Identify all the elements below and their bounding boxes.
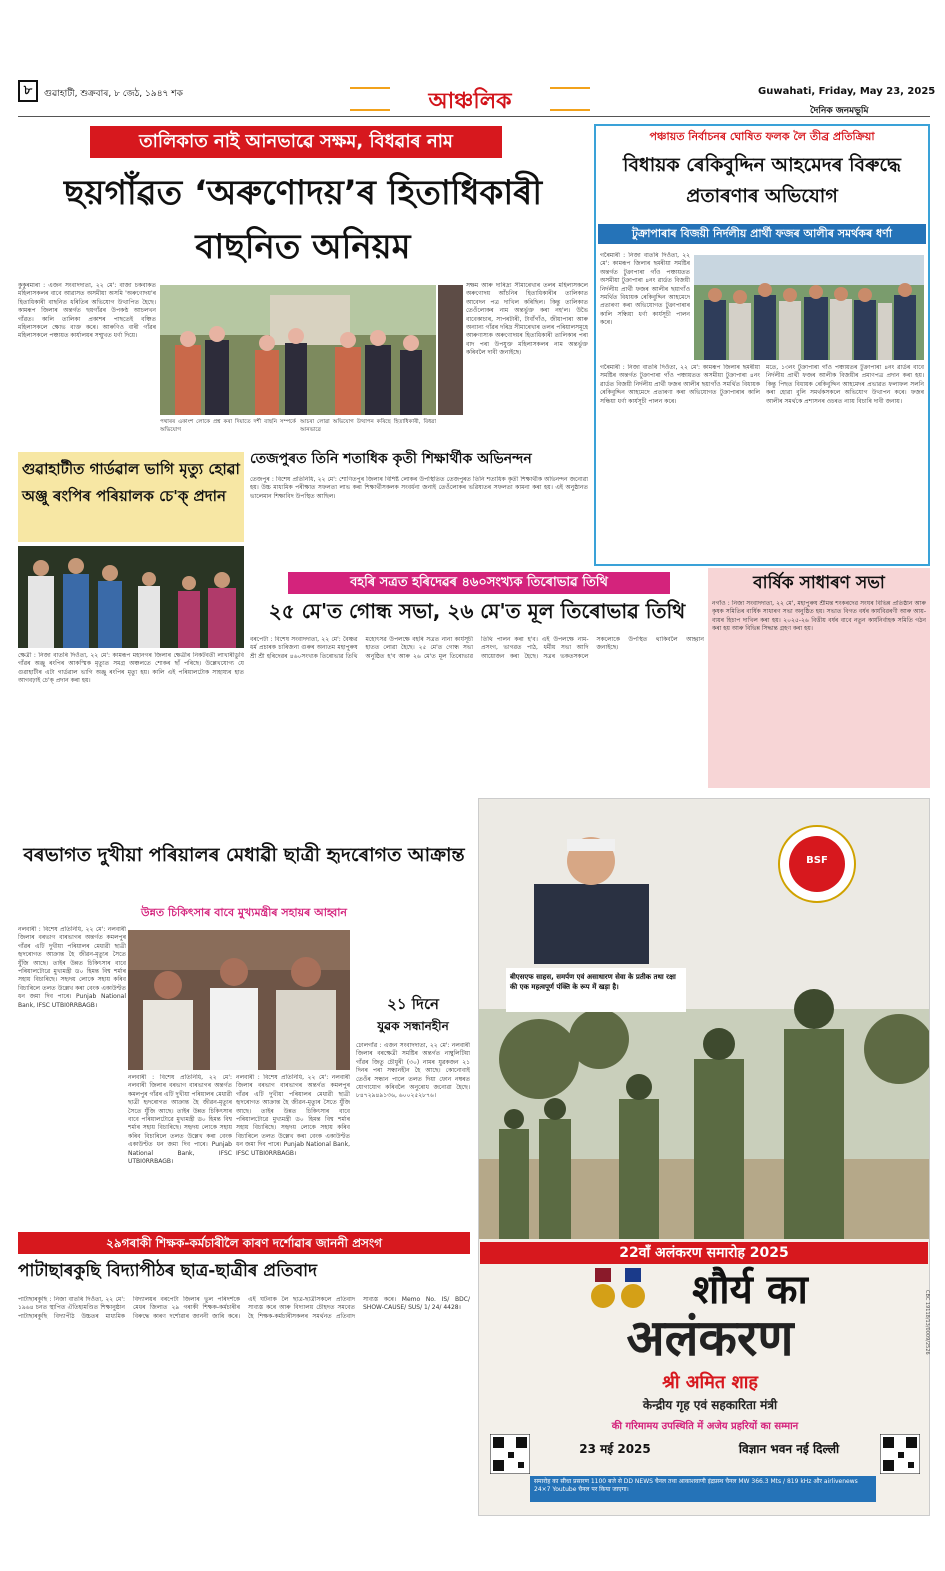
ad-broadcast: समारोह का सीधा प्रसारण 1100 बजे से DD NEWS चैनल तथा आकाशवाणी इंद्रप्रस्थ चैनल MW 366.3 Mts / 819 kHz और airlivenews 24×7 Youtube चैनल पर किया जाएगा। xyxy=(530,1476,876,1502)
story7-body-right: নলবাৰী : বিশেষ প্ৰতিনিধি, ২২ মে': নলবাৰী জিলাৰ বৰভাগ বাৰভাগৰ অন্তৰ্গত কমলপুৰ গাঁৱৰ এটি দুখীয়া পৰিয়ালৰ মেধাৱী ছাত্ৰী হৃদৰোগত আক্ৰান্ত হৈ জীৱন-মৃত্যুৰ সৈতে যুঁজি আছে। তাইৰ উন্নত চিকিৎসাৰ বাবে পৰিয়ালটোৱে মুখ্যমন্ত্ৰী ড০ হিমন্ত বিশ্ব শৰ্মাৰ সহায় বিচাৰিছে। সহৃদয় লোকে সহায় কৰিব বিচাৰিলে তলত উল্লেখ কৰা বেংক একাউণ্টত ধন জমা দিব পাৰে। Punjab National Bank, IFSC UTBI0RRBAGB। xyxy=(236,1074,350,1157)
ad-chief-guest: श्री अमित शाह xyxy=(662,1372,758,1393)
story9-body: পাটাছাৰকুছি : নিজা বাতৰি দিওঁতা, ২২ মে': ১৯৬৪ চনত স্থাপিত ঐতিহ্যমণ্ডিত শিক্ষানুষ্ঠান পাটাছাৰকুছি বিদ্যাপীঠ উচ্চতৰ মাধ্যমিক বিদ্যালয়ৰ বৰপেটা জিলাৰ ভুল পৰিদৰ্শকে মেধৰ জিলাত ২৯ গৰাকী শিক্ষক-কৰ্মচাৰীৰ বিৰুদ্ধে কাৰণ দৰ্শোৱাৰ জাননী জাৰি কৰে। এই ঘটনাক লৈ ছাত্ৰ-ছাত্ৰীসকলে প্ৰতিবাদ সাব্যস্ত কৰে আৰু বিদ্যালয় চৌহদত সমবেত হৈ শিক্ষক-কৰ্মচাৰীসকলৰ সমৰ্থনত প্ৰতিবাদ সাব্যস্ত কৰে। Memo No. IS/ BDC/ SHOW-CAUSE/ SUS/ 1/ 24/ 4428। xyxy=(18,1296,470,1320)
ad-quote: बीएसएफ साहस, समर्पण एवं असाधारण सेवा के प्रतीक तथा रक्षा की एक महत्वपूर्ण पंक्ति के रूप में खड़ा है। xyxy=(506,968,686,1012)
story1-body-right: সক্ষম আৰু দাৰিদ্ৰ্য সীমাৰেখাৰ তলৰ মহিলাসকলে অৰুণোদয় আঁচনিৰ হিতাধিকাৰীৰ তালিকাত আবেদন পত্ৰ দাখিল কৰিছিল। কিন্তু তালিকাত তেওঁলোকৰ নাম অন্তৰ্ভুক্ত কৰা নহ'ল। উভৈ বাবেকাচাৰ, সাপৰটাৰী, টাবাঁগাঁও, জীয়াপাৰা আৰু অন্যান্য গাঁৱৰ দৰিদ্ৰ সীমাৰেখাৰ তলৰ পৰিয়ালসমূহে আৰুণাস্যক অৰুণোদয়ৰ হিতাধিকাৰী তালিকাৰ পৰা বাদ পৰা উপযুক্ত মহিলাসকলৰ নাম অন্তৰ্ভুক্ত কৰিবলৈ দাবী জনাইছে। xyxy=(466,282,588,357)
header-rule xyxy=(18,116,930,117)
story2-body-right: মতে, ১৩নং টুক্ৰাপাৰা গাঁও পঞ্চায়তৰ টুক্ৰাপাৰা ৪নং ৱাৰ্ডৰ বাবে নিৰ্দলীয় প্ৰাৰ্থী ফজৰ আলীক বিজয়ীৰ প্ৰমাণপত্ৰ প্ৰদান কৰা হয়। কিন্তু পিছত বিধায়ক ৰেকিবুদ্দিন আহমেদৰ প্ৰভাৱত ফলাফল সলনি কৰা হোৱা বুলি সমৰ্থকসকলে অভিযোগ উত্থাপন কৰে। ফজৰ আলীৰ সমৰ্থকে প্ৰশাসনৰ ওচৰত ন্যায় বিচাৰি দাবী জনায়। xyxy=(766,364,924,405)
story3-photo xyxy=(18,546,244,648)
section-title: আঞ্চলিক xyxy=(390,84,550,121)
story1-caption-right: আচৰা লোৱা অভিযোগ উত্থাপন কৰিছে হিতাধিকাৰী, বিধৱা আনভাৱে xyxy=(300,419,436,434)
page-number: ৮ xyxy=(18,80,38,102)
story2-body-left: গৰৈমাৰী : নিজা বাতৰি দিওঁতা, ২২ মে': কামৰূপ জিলাৰ ছমৰীয়া সমষ্টিৰ অন্তৰ্গত টুক্ৰাপাৰা গাঁও পঞ্চায়তত অসমীয়া টুক্ৰাপাৰা ৪নং ৱাৰ্ডত বিজয়ী নিৰ্দলীয় প্ৰাৰ্থী ফজৰ আলীৰ ছয়াগাঁও সমৰ্থিত বিধায়ক ৰেকিবুদ্দিন আহমেদে প্ৰতাৰণা কৰা অভিযোগত টুক্ৰাপাৰাৰ কালি সন্ধিয়া ধৰ্ণা কাৰ্যসূচী পালন কৰে। xyxy=(600,252,690,327)
ad-medals xyxy=(590,1268,650,1314)
story3-headline: গুৱাহাটীত গাৰ্ডৱাল ভাগি মৃত্যু হোৱা অঞ্জু ৰংপিৰ পৰিয়ালক চে'ক্ প্ৰদান xyxy=(22,460,240,505)
story1-caption-left: পথাৰৰ একাংশ লোকে প্ৰশ্ন কৰা দিয়াতে দৰ্শী বাছনি সম্পৰ্কে অভিযোগ xyxy=(160,419,296,434)
story2-subhead: টুক্ৰাপাৰাৰ বিজয়ী নিৰ্দলীয় প্ৰাৰ্থী ফজৰ আলীৰ সমৰ্থকৰ ধৰ্ণা xyxy=(598,224,926,244)
ad-chief-title: केन्द्रीय गृह एवं सहकारिता मंत्री xyxy=(642,1398,778,1412)
story7-headline: বৰভাগত দুখীয়া পৰিয়ালৰ মেধাৱী ছাত্ৰী হৃদৰোগত আক্ৰান্ত xyxy=(23,844,465,866)
date-english: Guwahati, Friday, May 23, 2025 xyxy=(758,86,936,97)
date-bengali: গুৱাহাটী, শুক্ৰবাৰ, ৮ জেঠ, ১৯৪৭ শক xyxy=(44,89,183,99)
story6-headline: বাৰ্ষিক সাধাৰণ সভা xyxy=(753,573,885,593)
ad-date: 23 मई 2025 xyxy=(579,1442,651,1456)
story2-headline: বিধায়ক ৰেকিবুদ্দিন আহমেদৰ বিৰুদ্ধে প্ৰতাৰণাৰ অভিযোগ xyxy=(623,154,901,207)
story4-body: তেজপুৰ : বিশেষ প্ৰতিনিধি, ২২ মে': শোণিতপুৰ জিলাৰ বিশিষ্ট লোকৰ উপস্থিতিত তেজপুৰত তিনি শতাধিক কৃতী শিক্ষাৰ্থীক অভিনন্দন জনোৱা হয়। উচ্চ মাধ্যমিক পৰীক্ষাত সফলতা লাভ কৰা শিক্ষাৰ্থীসকলক সংবৰ্ধনা জনাই তেওঁলোকৰ ভৱিষ্যতৰ সফলতা কামনা কৰা হয়। এই অনুষ্ঠানত ভালেমান শিক্ষাবিদ উপস্থিত আছিল। xyxy=(250,476,588,500)
story8-headline: যুৱক সন্ধানহীন xyxy=(377,1019,449,1033)
story2-photo xyxy=(694,255,924,360)
story9-headline: পাটাছাৰকুছি বিদ্যাপীঠৰ ছাত্ৰ-ছাত্ৰীৰ প্ৰতিবাদ xyxy=(18,1261,318,1281)
story1-kicker: তালিকাত নাই আনভাৱে সক্ষম, বিধৱাৰ নাম xyxy=(90,126,502,158)
ad-title-line2: अलंकरण xyxy=(626,1309,794,1367)
story1-photo xyxy=(160,285,436,415)
story9-kicker: ২৯গৰাকী শিক্ষক-কৰ্মচাৰীলৈ কাৰণ দৰ্শোৱাৰ জাননী প্ৰসংগ xyxy=(18,1232,470,1254)
story1-photo-strip xyxy=(438,285,463,415)
story8-body: ঢোলগাঁৱ : এজন সংবাদদাতা, ২২ মে': নলবাৰী জিলাৰ বৰক্ষেত্ৰী সমষ্টিৰ অন্তৰ্গত নাম্বুলিটিয়া গাঁৱৰ জিতু চৌধুৰী (৩০) নামৰ যুৱকজন ২১ দিনৰ পৰা সন্ধানহীন হৈ আছে। কোনোবাই তেওঁৰ সন্ধান পালে তলত দিয়া ফোন নম্বৰত যোগাযোগ কৰিবলৈ অনুৰোধ জনোৱা হৈছে। ৮৪৭২৯৪৯১৩৬, ৬০০২৫২৮৭৬। xyxy=(356,1042,470,1100)
paper-name: দৈনিক জনমভূমি xyxy=(810,106,869,116)
ad-tagline: की गरिमामय उपस्थिति में अजेय प्रहरियों का सम्मान xyxy=(611,1421,799,1432)
story3-body: ক্ষেত্ৰী : নিজা বাতৰি দিওঁতা, ২২ মে': কামৰূপ মহানগৰ জিলাৰ ক্ষেত্ৰীৰ নিকটবৰ্তী লাখাৰীডুবি গাঁৱৰ অঞ্জু ৰংপিৰ আকস্মিক মৃত্যুত সমগ্ৰ অঞ্চলতে শোকৰ ছাঁ পৰিছে। উল্লেখযোগ্য যে গুৱাহাটীৰ এটা গাৰ্ডৱাল ভাগি অঞ্জু ৰংপিৰ মৃত্যু হয়। কালি এই পৰিয়ালটোক সাহায্যৰ হাত আগবঢ়াই চে'ক্ প্ৰদান কৰা হয়। xyxy=(18,652,244,685)
ad-venue: विज्ञान भवन नई दिल्ली xyxy=(738,1442,840,1456)
story1-body: কুকুৰমাৰা : এজন সংবাদদাতা, ২২ মে': বাজা চকবাকত মহিলাসকলৰ বাবে আৱাসত অসমীয়া অসমি 'অৰুণোদয়'ৰ হিতাধিকাৰী বাছনিত ধৰিতিৰ অভিযোগ উত্থাপিত হৈছে। কামৰূপ জিলাৰ অন্তৰ্গত ছয়গাঁৱৰ উপকণ্ঠ আচলখন গাঁৱত। কালি তালিকা প্ৰকাশৰ পাছতেই বঞ্চিত মহিলাসকলে ক্ষোভ ব্যক্ত কৰে। আৰুণিও বাৰী গাঁৱৰ মহিলাসকলে পঞ্চায়ত কাৰ্যালয়ৰ সন্মুখত ধৰ্ণা দিয়ে। xyxy=(18,282,156,340)
ad-code: CBC 19118/13/0009/2526 xyxy=(924,1290,930,1355)
ad-title-line1: शौर्य का xyxy=(692,1267,808,1313)
story4-headline: তেজপুৰত তিনি শতাধিক কৃতী শিক্ষাৰ্থীক অভিনন্দন xyxy=(250,451,532,467)
story2-body-mid: গৰৈমাৰী : নিজা বাতৰি দিওঁতা, ২২ মে': কামৰূপ জিলাৰ ছমৰীয়া সমষ্টিৰ অন্তৰ্গত টুক্ৰাপাৰা গাঁও পঞ্চায়তত অসমীয়া টুক্ৰাপাৰা ৪নং ৱাৰ্ডত বিজয়ী নিৰ্দলীয় প্ৰাৰ্থী ফজৰ আলীৰ ছয়াগাঁও সমৰ্থিত বিধায়ক ৰেকিবুদ্দিন আহমেদে প্ৰতাৰণা কৰা অভিযোগত টুক্ৰাপাৰাৰ কালি সন্ধিয়া ধৰ্ণা কাৰ্যসূচী পালন কৰে। xyxy=(600,364,760,405)
story5-body: বৰপেটা : বিশেষ সংবাদদাতা, ২২ মে': বৈষ্ণৱ ধৰ্ম প্ৰচাৰক চাৰিজনা গুৰুৰ অন্যতম মহাপুৰুষ শ্ৰী শ্ৰী হৰিদেৱৰ ৪৬০সংখ্যক তিৰোভাৱ তিথি মহোৎসৱ উপলক্ষে বহৰি সত্ৰত নানা কাৰ্যসূচী হাতত লোৱা হৈছে। ২৫ মে'ত গোন্ধ সভা অনুষ্ঠিত হ'ব আৰু ২৬ মে'ত মূল তিৰোভাৱ তিথি পালন কৰা হ'ব। এই উপলক্ষে নাম-প্ৰসংগ, ভাগৱত পাঠ, ধৰ্মীয় সভা আদি আয়োজন কৰা হৈছে। সত্ৰৰ ভকতসকলে সকলোকে উপস্থিত থাকিবলৈ আহ্বান জনাইছে। xyxy=(250,636,704,660)
ad-qr-right xyxy=(880,1434,920,1474)
story2-kicker: পঞ্চায়ত নিৰ্বাচনৰ ঘোষিত ফলক লৈ তীব্ৰ প্ৰতিক্ৰিয়া xyxy=(649,130,875,143)
story7-photo xyxy=(128,930,350,1070)
story5-headline: ২৫ মে'ত গোন্ধ সভা, ২৬ মে'ত মূল তিৰোভাৱ তিথি xyxy=(268,599,686,623)
story6-body: নগাঁও : নিজা সংবাদদাতা, ২২ মে', মহাপুৰুষ শ্ৰীমন্ত শংকৰদেৱ সংঘৰ বিভিন্ন প্ৰতিষ্ঠান আৰু কৃষক সমিতিৰ বাৰ্ষিক সাধাৰণ সভা অনুষ্ঠিত হয়। সভাত বিগত বৰ্ষৰ কাৰ্যবিৱৰণী আৰু আয়-ব্যয়ৰ হিচাপ দাখিল কৰা হয়। ২০২৫-২৬ বিত্তীয় বৰ্ষৰ বাবে নতুন কাৰ্যনিৰ্বাহক সমিতি গঠন কৰা হয় আৰু বিভিন্ন সিদ্ধান্ত গ্ৰহণ কৰা হয়। xyxy=(712,600,926,633)
story8-kicker: ২১ দিনে xyxy=(387,995,439,1013)
story7-subhead: উন্নত চিকিৎসাৰ বাবে মুখ্যমন্ত্ৰীৰ সহায়ৰ আহ্বান xyxy=(141,906,347,919)
story7-body-left: নলবাৰী : বিশেষ প্ৰতিনিধি, ২২ মে': নলবাৰী জিলাৰ বৰভাগ বাৰভাগৰ অন্তৰ্গত কমলপুৰ গাঁৱৰ এটি দুখীয়া পৰিয়ালৰ মেধাৱী ছাত্ৰী হৃদৰোগত আক্ৰান্ত হৈ জীৱন-মৃত্যুৰ সৈতে যুঁজি আছে। তাইৰ উন্নত চিকিৎসাৰ বাবে পৰিয়ালটোৱে মুখ্যমন্ত্ৰী ড০ হিমন্ত বিশ্ব শৰ্মাৰ সহায় বিচাৰিছে। সহৃদয় লোকে সহায় কৰিব বিচাৰিলে তলত উল্লেখ কৰা বেংক একাউণ্টত ধন জমা দিব পাৰে। Punjab National Bank, IFSC UTBI0RRBAGB। xyxy=(18,926,126,1009)
story7-body-mid: নলবাৰী : বিশেষ প্ৰতিনিধি, ২২ মে': নলবাৰী জিলাৰ বৰভাগ বাৰভাগৰ অন্তৰ্গত কমলপুৰ গাঁৱৰ এটি দুখীয়া পৰিয়ালৰ মেধাৱী ছাত্ৰী হৃদৰোগত আক্ৰান্ত হৈ জীৱন-মৃত্যুৰ সৈতে যুঁজি আছে। তাইৰ উন্নত চিকিৎসাৰ বাবে পৰিয়ালটোৱে মুখ্যমন্ত্ৰী ড০ হিমন্ত বিশ্ব শৰ্মাৰ সহায় বিচাৰিছে। সহৃদয় লোকে সহায় কৰিব বিচাৰিলে তলত উল্লেখ কৰা বেংক একাউণ্টত ধন জমা দিব পাৰে। Punjab National Bank, IFSC UTBI0RRBAGB। xyxy=(128,1074,232,1166)
story5-kicker: বহৰি সত্ৰত হৰিদেৱৰ ৪৬০সংখ্যক তিৰোভাৱ তিথি xyxy=(288,572,670,594)
ad-bsf-logo: BSF xyxy=(806,855,828,866)
ad-bsf-photo xyxy=(479,799,929,1239)
ad-qr-left xyxy=(490,1434,530,1474)
ad-event-band: 22वाँ अलंकरण समारोह 2025 xyxy=(480,1242,928,1264)
story1-headline: ছয়গাঁৱত ‘অৰুণোদয়’ৰ হিতাধিকাৰী বাছনিত অনিয়ম xyxy=(63,173,543,267)
